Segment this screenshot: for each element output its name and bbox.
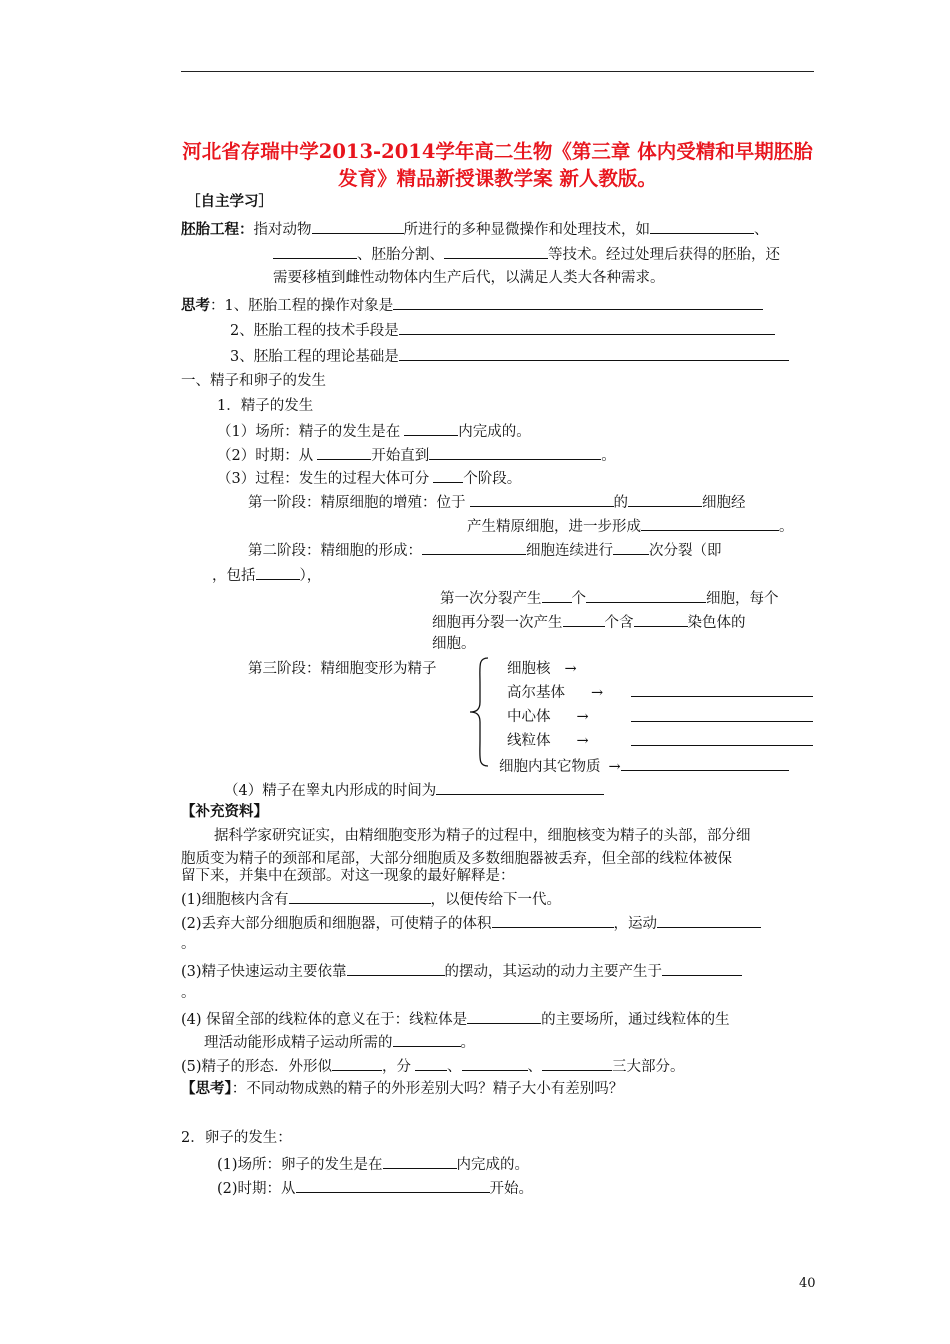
stage1-line-2: 产生精原细胞，进一步形成 。	[467, 515, 794, 537]
arrow-icon: →	[576, 709, 589, 725]
think-q1: 思考：1、胚胎工程的操作对象是	[181, 294, 763, 316]
egg-heading: 2．卵子的发生：	[181, 1130, 292, 1146]
blank-field[interactable]	[436, 779, 604, 795]
blank-field[interactable]	[404, 420, 458, 436]
blank-field[interactable]	[631, 706, 813, 722]
organelle-other: 细胞内其它物质 →	[499, 755, 789, 777]
blank-field[interactable]	[347, 960, 445, 976]
blank-field[interactable]	[470, 491, 614, 507]
blank-field[interactable]	[332, 1055, 382, 1071]
arrow-icon: →	[608, 759, 621, 775]
blank-field[interactable]	[641, 515, 779, 531]
supplement-label: 【补充资料】	[181, 803, 268, 820]
think2-label: 【思考】	[181, 1080, 232, 1097]
part1-heading: 一、精子和卵子的发生	[181, 373, 326, 389]
embryo-line-3: 需要移植到雌性动物体内生产后代，以满足人类大各种需求。	[273, 270, 665, 286]
embryo-line-1: 胚胎工程：指对动物 所进行的多种显微操作和处理技术，如 、	[181, 218, 769, 240]
blank-field[interactable]	[422, 539, 526, 555]
page-number: 40	[799, 1276, 816, 1291]
blank-field[interactable]	[312, 218, 404, 234]
supplement-p3: 留下来，并集中在颈部。对这一现象的最好解释是：	[181, 868, 515, 884]
blank-field[interactable]	[429, 444, 601, 460]
blank-field[interactable]	[399, 319, 775, 335]
embryo-line-2: 、胚胎分割、 等技术。经过处理后获得的胚胎，还	[273, 243, 780, 265]
blank-field[interactable]	[662, 960, 742, 976]
blank-field[interactable]	[317, 444, 371, 460]
sperm-time: （2）时期：从 开始直到 。	[217, 444, 616, 466]
division-line-2: 细胞再分裂一次产生 个含 染色体的	[432, 611, 746, 633]
arrow-icon: →	[591, 685, 604, 701]
blank-field[interactable]	[383, 1153, 457, 1169]
division-line-1: 第一次分裂产生 个 细胞，每个	[440, 587, 779, 609]
stage2-line-1: 第二阶段：精细胞的形成： 细胞连续进行 次分裂（即	[248, 539, 722, 561]
organelle-centrosome: 中心体 →	[507, 709, 589, 725]
think-q2: 2、胚胎工程的技术手段是	[230, 319, 775, 341]
blank-field[interactable]	[273, 243, 357, 259]
supplement-q3: (3)精子快速运动主要依靠 的摆动，其运动的动力主要产生于	[181, 960, 742, 982]
blank-field[interactable]	[631, 730, 813, 746]
supplement-q2-end: 。	[181, 936, 196, 952]
blank-field[interactable]	[628, 491, 702, 507]
sperm-process: （3）过程：发生的过程大体可分 个阶段。	[217, 467, 521, 489]
stage3-label: 第三阶段：精细胞变形为精子	[248, 661, 437, 677]
blank-field[interactable]	[467, 1008, 541, 1024]
blank-field[interactable]	[462, 1055, 528, 1071]
blank-field[interactable]	[444, 243, 548, 259]
think-label: 思考	[181, 297, 210, 314]
division-line-3: 细胞。	[432, 636, 476, 652]
blank-field[interactable]	[613, 539, 649, 555]
blank-field[interactable]	[289, 888, 431, 904]
blank-field[interactable]	[433, 467, 463, 483]
organelle-golgi: 高尔基体 →	[507, 685, 604, 701]
supplement-q4: (4) 保留全部的线粒体的意义在于：线粒体是 的主要场所，通过线粒体的生	[181, 1008, 730, 1030]
sperm-subheading: 1．精子的发生	[217, 398, 314, 414]
egg-time: (2)时期：从 开始。	[217, 1177, 533, 1199]
supplement-q4-cont: 理活动能形成精子运动所需的 。	[204, 1031, 475, 1053]
blank-field[interactable]	[256, 564, 300, 580]
blank-field[interactable]	[634, 611, 688, 627]
blank-field[interactable]	[650, 218, 754, 234]
blank-field[interactable]	[492, 912, 614, 928]
sperm-formation-time: （4）精子在睾丸内形成的时间为	[224, 779, 604, 801]
blank-field[interactable]	[542, 1055, 612, 1071]
sperm-place: （1）场所：精子的发生是在 内完成的。	[217, 420, 531, 442]
blank-field[interactable]	[621, 755, 789, 771]
blank-field[interactable]	[296, 1177, 490, 1193]
arrow-icon: →	[576, 733, 589, 749]
stage1-line-1: 第一阶段：精原细胞的增殖：位于 的 细胞经	[248, 491, 746, 513]
blank-field[interactable]	[542, 587, 572, 603]
blank-field[interactable]	[586, 587, 706, 603]
supplement-p1: 据科学家研究证实，由精细胞变形为精子的过程中，细胞核变为精子的头部，部分细	[214, 828, 751, 844]
think2-line: 【思考】：不同动物成熟的精子的外形差别大吗？精子大小有差别吗？	[181, 1080, 624, 1097]
section-self-study: ［自主学习］	[186, 193, 273, 210]
arrow-icon: →	[564, 661, 577, 677]
header-rule	[181, 71, 814, 72]
blank-field[interactable]	[563, 611, 605, 627]
supplement-q5: (5)精子的形态．外形似 ，分 、 、 三大部分。	[181, 1055, 685, 1077]
stage2-line-2: ，包括 ），	[212, 564, 321, 586]
embryo-label: 胚胎工程	[181, 221, 239, 238]
blank-field[interactable]	[393, 294, 763, 310]
supplement-p2: 胞质变为精子的颈部和尾部，大部分细胞质及多数细胞器被丢弃，但全部的线粒体被保	[181, 851, 732, 867]
organelle-mitochondria: 线粒体 →	[507, 733, 589, 749]
blank-field[interactable]	[631, 681, 813, 697]
supplement-q3-end: 。	[181, 985, 196, 1001]
organelle-nucleus: 细胞核 →	[507, 661, 577, 677]
supplement-q1: (1)细胞核内含有 ，以便传给下一代。	[181, 888, 561, 910]
blank-field[interactable]	[415, 1055, 447, 1071]
think-q3: 3、胚胎工程的理论基础是	[230, 345, 789, 367]
blank-field[interactable]	[657, 912, 761, 928]
blank-field[interactable]	[393, 1031, 461, 1047]
blank-field[interactable]	[399, 345, 789, 361]
egg-place: (1)场所：卵子的发生是在 内完成的。	[217, 1153, 529, 1175]
supplement-q2: (2)丢弃大部分细胞质和细胞器，可使精子的体积 ，运动	[181, 912, 761, 934]
brace-icon	[468, 656, 490, 768]
document-title: 河北省存瑞中学2013-2014学年高二生物《第三章 体内受精和早期胚胎发育》精品新授课教学案 新人教版。	[182, 140, 813, 190]
